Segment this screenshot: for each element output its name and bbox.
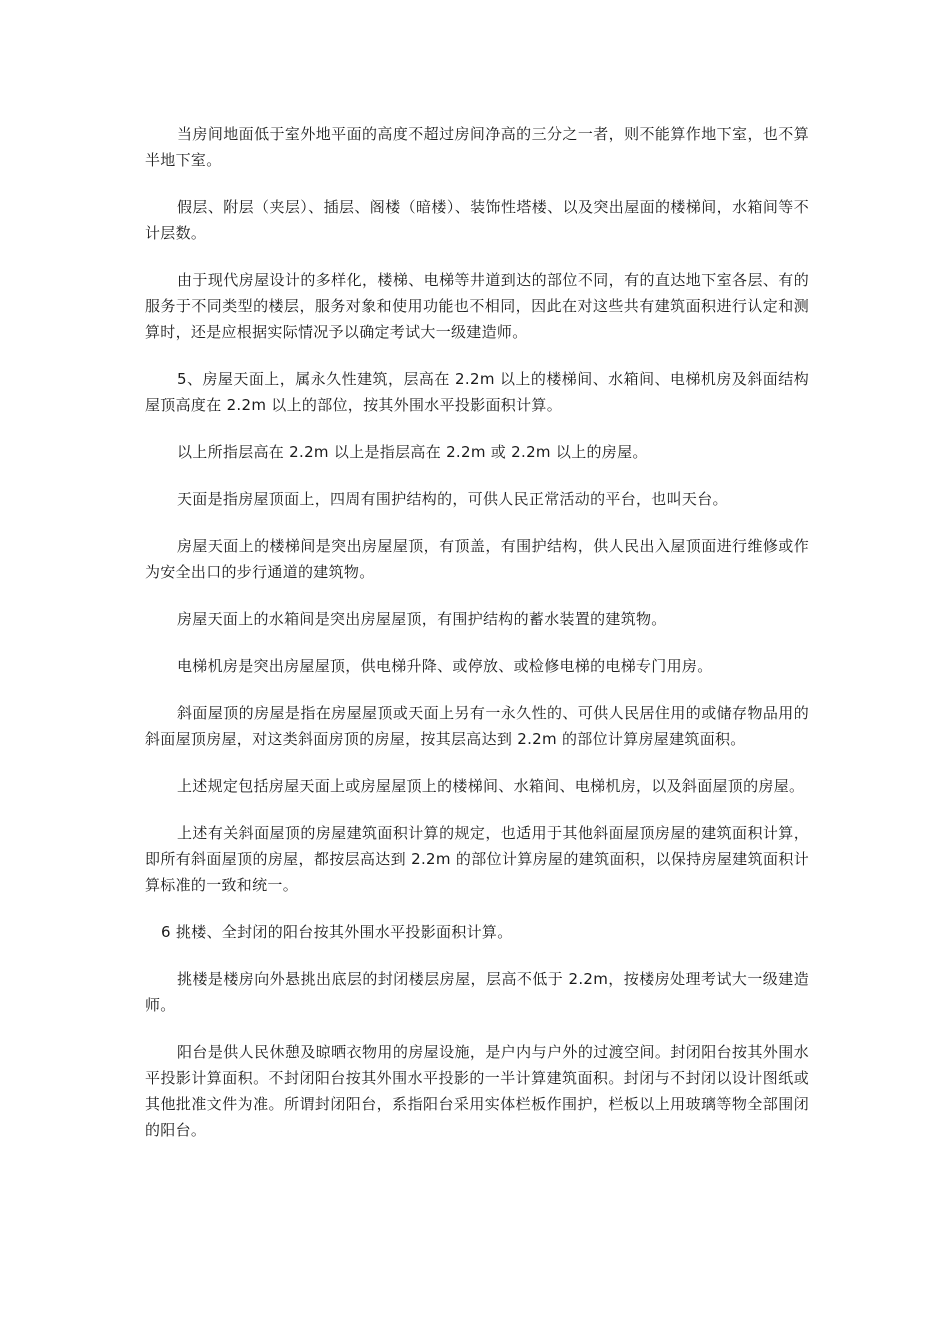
- document-body: [145, 121, 809, 1164]
- paragraph-2: 假层、附层（夹层）、插层、阁楼（暗楼）、装饰性塔楼、以及突出屋面的楼梯间，水箱间等不计层数。: [145, 198, 809, 242]
- paragraph-7: 房屋天面上的楼梯间是突出房屋屋顶，有顶盖，有围护结构，供人民出入屋顶面进行维修或作为安全出口的步行通道的建筑物。: [145, 537, 809, 581]
- paragraph-12: 上述有关斜面屋顶的房屋建筑面积计算的规定，也适用于其他斜面屋顶房屋的建筑面积计算，即所有斜面屋顶的房屋，都按层高达到 2.2m 的部位计算房屋的建筑面积，以保持房屋建筑面积计算标准的一致和统一。: [145, 824, 809, 894]
- paragraph-5: 以上所指层高在 2.2m 以上是指层高在 2.2m 或 2.2m 以上的房屋。: [177, 443, 648, 461]
- paragraph-13: 6 挑楼、全封闭的阳台按其外围水平投影面积计算。: [161, 923, 513, 941]
- paragraph-11: 上述规定包括房屋天面上或房屋屋顶上的楼梯间、水箱间、电梯机房，以及斜面屋顶的房屋。: [177, 777, 805, 795]
- paragraph-15: 阳台是供人民休憩及晾晒衣物用的房屋设施，是户内与户外的过渡空间。封闭阳台按其外围水平投影计算面积。不封闭阳台按其外围水平投影的一半计算建筑面积。封闭与不封闭以设计图纸或其他批准文件为准。所谓封闭阳台，系指阳台采用实体栏板作围护，栏板以上用玻璃等物全部围闭的阳台。: [145, 1043, 809, 1139]
- paragraph-1: 当房间地面低于室外地平面的高度不超过房间净高的三分之一者，则不能算作地下室，也不算半地下室。: [145, 125, 809, 169]
- paragraph-10: 斜面屋顶的房屋是指在房屋屋顶或天面上另有一永久性的、可供人民居住用的或储存物品用的斜面屋顶房屋，对这类斜面房顶的房屋，按其层高达到 2.2m 的部位计算房屋建筑面积。: [145, 704, 809, 748]
- paragraph-14: 挑楼是楼房向外悬挑出底层的封闭楼层房屋，层高不低于 2.2m，按楼房处理考试大一级建造师。: [145, 970, 809, 1014]
- paragraph-3: 由于现代房屋设计的多样化，楼梯、电梯等井道到达的部位不同，有的直达地下室各层、有的服务于不同类型的楼层，服务对象和使用功能也不相同，因此在对这些共有建筑面积进行认定和测算时，还是应根据实际情况予以确定考试大一级建造师。: [145, 271, 809, 341]
- paragraph-4: 5、房屋天面上，属永久性建筑，层高在 2.2m 以上的楼梯间、水箱间、电梯机房及斜面结构屋顶高度在 2.2m 以上的部位，按其外围水平投影面积计算。: [145, 370, 809, 414]
- paragraph-8: 房屋天面上的水箱间是突出房屋屋顶，有围护结构的蓄水装置的建筑物。: [177, 610, 667, 628]
- paragraph-6: 天面是指房屋顶面上，四周有围护结构的，可供人民正常活动的平台，也叫天台。: [177, 490, 728, 508]
- paragraph-9: 电梯机房是突出房屋屋顶，供电梯升降、或停放、或检修电梯的电梯专门用房。: [177, 657, 713, 675]
